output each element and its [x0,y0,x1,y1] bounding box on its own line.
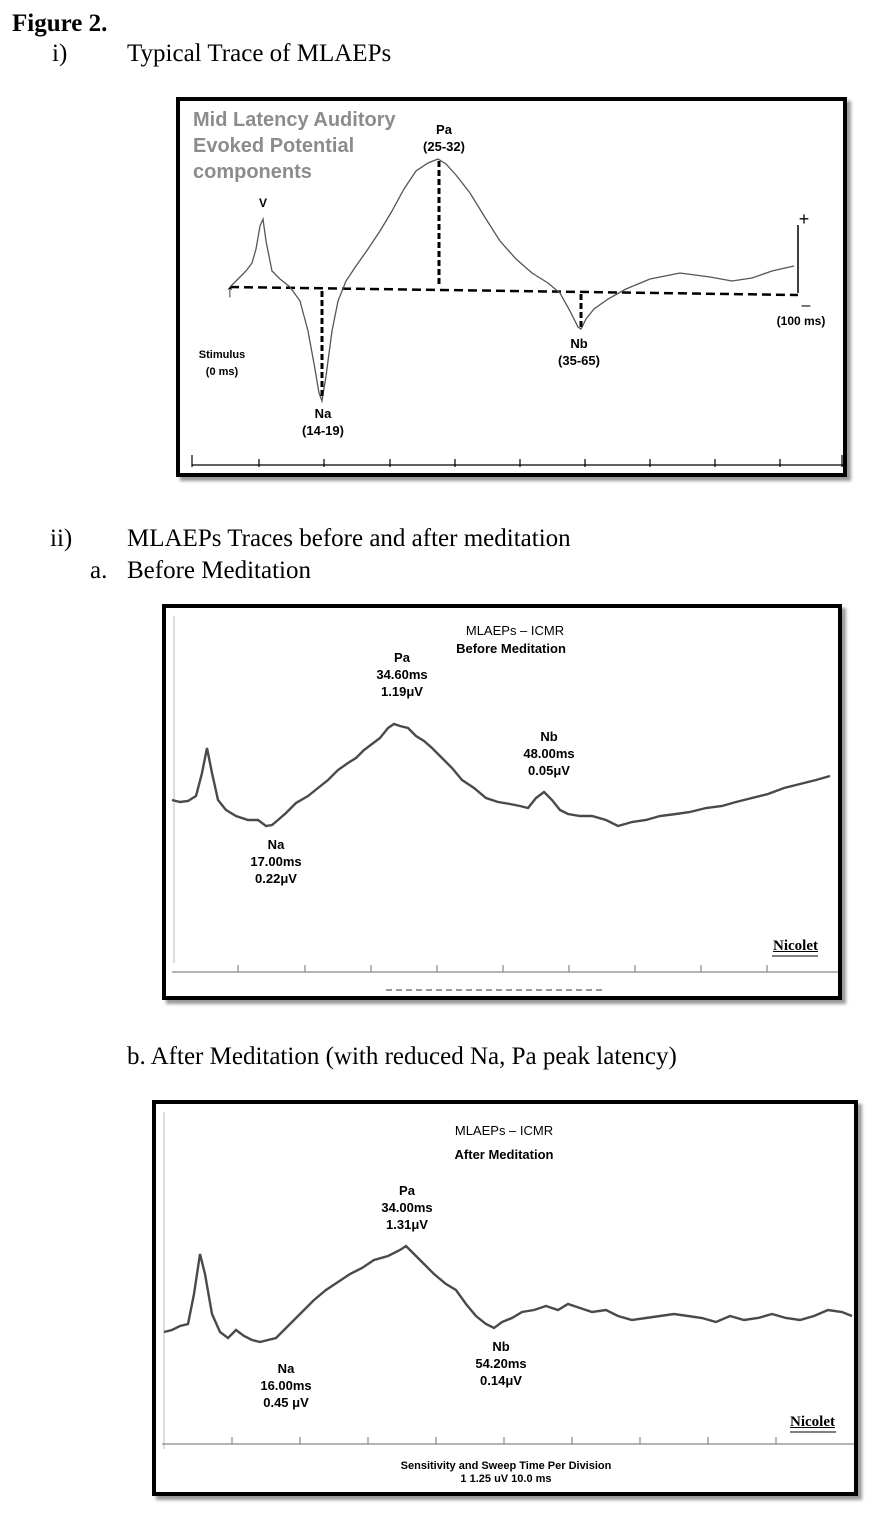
after-na-label: Na 16.00ms 0.45 μV [260,1361,312,1410]
after-nicolet-brand: Nicolet [790,1414,835,1430]
before-trace-svg [166,608,842,1000]
after-chart-title: MLAEPs – ICMR [454,1123,554,1138]
after-pa-label: Pa 34.00ms 1.31μV [381,1183,433,1232]
baseline-dashed [230,287,798,295]
before-nicolet-brand: Nicolet [773,938,818,954]
plus-sign: + [798,209,810,229]
after-chart-subtitle: After Meditation [454,1147,554,1162]
minus-sign: – [801,297,811,314]
part1-title: Typical Trace of MLAEPs [127,40,392,67]
before-chart-title: MLAEPs – ICMR [465,623,565,638]
end-time-label: (100 ms) [776,314,826,328]
typical-trace-panel [176,97,847,477]
after-meditation-panel [152,1100,858,1496]
before-chart-subtitle: Before Meditation [456,641,566,656]
before-pa-label: Pa 34.60ms 1.19μV [376,650,428,699]
part2-title: MLAEPs Traces before and after meditation [127,525,571,552]
na-label: Na (14-19) [302,406,344,438]
stimulus-label: Stimulus (0 ms) [198,349,246,378]
part1-number: i) [52,40,68,67]
pa-label: Pa (25-32) [423,122,465,154]
nb-label: Nb (35-65) [558,336,600,368]
before-meditation-panel [162,604,842,1000]
after-waveform [164,1246,852,1342]
sub-b-title: b. After Meditation (with reduced Na, Pa peak latency) [127,1043,677,1070]
before-waveform [172,724,830,826]
v-wave-label: V [258,196,268,210]
panel1-heading-line3: components [193,161,312,183]
before-na-label: Na 17.00ms 0.22μV [250,837,302,886]
part2-number: ii) [50,525,73,552]
sub-a-letter: a. [90,557,108,584]
after-nb-label: Nb 54.20ms 0.14μV [475,1339,527,1388]
sub-a-title: Before Meditation [127,557,311,584]
after-footer-sensitivity: Sensitivity and Sweep Time Per Division 1 1.25 uV 10.0 ms [400,1460,612,1485]
mlaep-waveform [230,159,794,401]
panel1-heading-line2: Evoked Potential [193,135,355,157]
before-nb-label: Nb 48.00ms 0.05μV [523,729,575,778]
stimulus-arrow-icon: ↑ [225,281,235,301]
panel1-heading-line1: Mid Latency Auditory [193,109,396,131]
figure-title: Figure 2. [12,10,108,37]
